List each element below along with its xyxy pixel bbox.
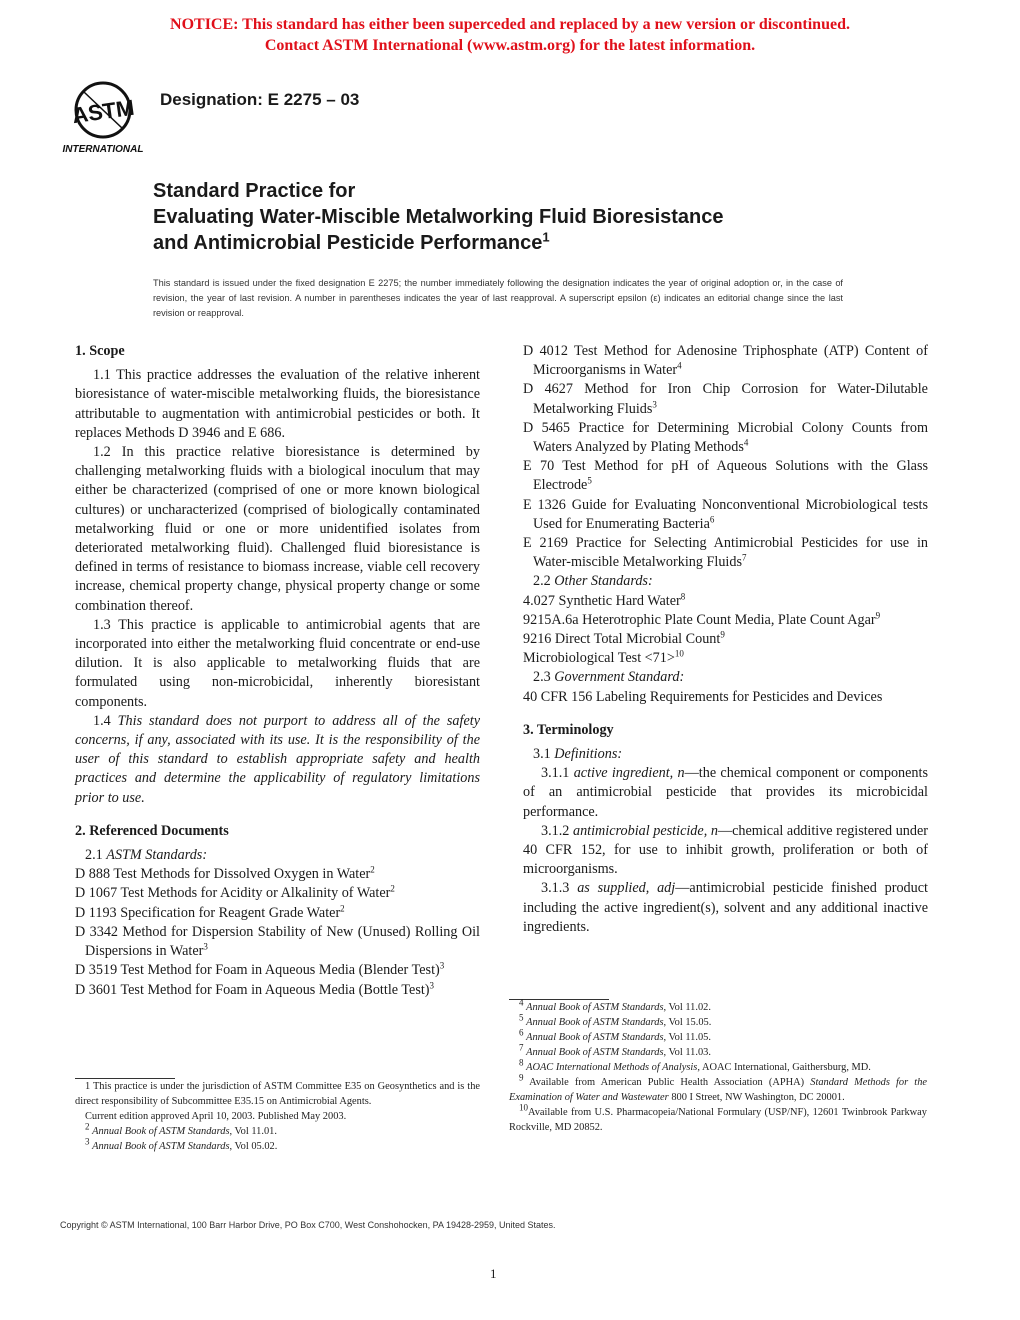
- list-item: Microbiological Test <71>$^{10}$: [523, 648, 684, 667]
- footnote-1b: Current edition approved April 10, 2003. Published May 2003.: [85, 1111, 347, 1122]
- footnotes-right: [509, 999, 927, 1135]
- scope-para-4-num: 1.4: [93, 712, 111, 729]
- terminology-heading: 3. Terminology: [523, 721, 614, 738]
- astm-logo-icon: [58, 80, 148, 156]
- definition-as-supplied: 3.1.3 as supplied, adj—antimicrobial pesticide finished product including the active ingredient(s), solvent and any additional inactive ingredients.: [523, 880, 928, 935]
- right-column: [523, 342, 928, 937]
- footnote-9: $^9$ Available from American Public Health Association (APHA) Standard Methods for the Examination of Water and Wastewater 800 I Street, NW Washington, DC 20001.: [509, 1072, 927, 1103]
- scope-para-2: 1.2 In this practice relative bioresistance is determined by challenging metalworking fluids with a biological inoculum that may either be characterized (comprised of one or more known biological cultures) or uncharacterized (comprised of biologically contaminated metalworking fluid or one or more unidentified isolates from deteriorated metalworking fluid). Challenged fluid bioresistance is defined in terms of resistance to biomass increase, viable cell recovery increase, chemical property change, physical property change or some combination thereof.: [75, 444, 480, 614]
- definition-active-ingredient: 3.1.1 active ingredient, n—the chemical component or components of an antimicrobial pesticide that provides its microbicidal performance.: [523, 765, 928, 820]
- footnote-3: $^3$ Annual Book of ASTM Standards, Vol 05.02.: [85, 1136, 278, 1152]
- astm-standards-label: 2.1 ASTM Standards:: [85, 847, 208, 864]
- definitions-label: 3.1 Definitions:: [533, 746, 623, 763]
- list-item: E 2169 Practice for Selecting Antimicrobial Pesticides for use in Water-miscible Metalworking Fluids$^7$: [523, 535, 928, 571]
- footnote-8: $^8$ AOAC International Methods of Analysis, AOAC International, Gaithersburg, MD.: [519, 1057, 871, 1073]
- other-standards-label: 2.2 Other Standards:: [533, 573, 653, 590]
- logo-mark: ASTM: [70, 94, 136, 129]
- government-standard-label: 2.3 Government Standard:: [533, 669, 685, 686]
- notice-banner: [0, 14, 1020, 56]
- list-item: D 3519 Test Method for Foam in Aqueous Media (Blender Test)$^3$: [75, 960, 445, 979]
- footnote-7: $^7$ Annual Book of ASTM Standards, Vol 11.03.: [519, 1042, 711, 1058]
- footnote-4: $^4$ Annual Book of ASTM Standards, Vol 11.02.: [519, 997, 711, 1013]
- list-item: 4.027 Synthetic Hard Water$^8$: [523, 590, 686, 609]
- referenced-heading: 2. Referenced Documents: [75, 822, 229, 839]
- list-item: E 1326 Guide for Evaluating Nonconventional Microbiological tests Used for Enumerating Bacteria$^6$: [523, 496, 928, 532]
- list-item: D 888 Test Methods for Dissolved Oxygen in Water$^2$: [75, 864, 375, 883]
- astm-list-right: [523, 342, 928, 572]
- list-item: D 3601 Test Method for Foam in Aqueous Media (Bottle Test)$^3$: [75, 979, 435, 998]
- scope-heading: 1. Scope: [75, 343, 125, 359]
- designation: Designation: E 2275 – 03: [160, 90, 360, 109]
- title-line-1: Standard Practice for: [153, 180, 356, 202]
- issued-note: This standard is issued under the fixed designation E 2275; the number immediately following the designation indicates the year of original adoption or, in the case of revision, the year of last revision. A number in parentheses indicates the year of last reapproval. A superscript epsilon (ε) indicates an editorial change since the last revision or reapproval.: [153, 278, 843, 318]
- logo-text: INTERNATIONAL: [62, 144, 144, 155]
- title-line-2: Evaluating Water-Miscible Metalworking Fluid Bioresistance: [153, 206, 724, 228]
- astm-list-left: [75, 865, 480, 999]
- definition-antimicrobial-pesticide: 3.1.2 antimicrobial pesticide, n—chemical additive registered under 40 CFR 152, for use to inhibit growth, proliferation or both of microorganisms.: [523, 822, 929, 878]
- copyright: Copyright © ASTM International, 100 Barr Harbor Drive, PO Box C700, West Conshohocken, PA 19428-2959, United States.: [60, 1220, 556, 1230]
- scope-para-3: 1.3 This practice is applicable to antimicrobial agents that are incorporated into either the metalworking fluid concentrate or end-use dilution. It is also applicable to metalworking fluids that are formulated using non-microbicidal, inherently bioresistant components.: [75, 616, 480, 710]
- list-item: D 5465 Practice for Determining Microbial Colony Counts from Waters Analyzed by Plating Methods$^4$: [523, 419, 928, 456]
- footnote-6: $^6$ Annual Book of ASTM Standards, Vol 11.05.: [519, 1027, 711, 1043]
- notice-line-2: Contact ASTM International (www.astm.org) for the latest information.: [264, 37, 756, 54]
- list-item: D 1193 Specification for Reagent Grade Water$^2$: [75, 902, 345, 921]
- notice-line-1: NOTICE: This standard has either been superceded and replaced by a new version or discontinued.: [170, 16, 850, 33]
- list-item: D 4012 Test Method for Adenosine Triphosphate (ATP) Content of Microorganisms in Water$^4$: [523, 343, 928, 379]
- list-item: D 1067 Test Methods for Acidity or Alkalinity of Water$^2$: [75, 883, 395, 902]
- footnote-2: $^2$ Annual Book of ASTM Standards, Vol 11.01.: [85, 1121, 277, 1137]
- footnote-1: 1 This practice is under the jurisdiction of ASTM Committee E35 on Geosynthetics and is the direct responsibility of Subcommittee E35.15 on Antimicrobial Agents.: [75, 1081, 480, 1107]
- scope-para-1: 1.1 This practice addresses the evaluation of the relative inherent bioresistance of water-miscible metalworking fluids, the bioresistance attributable to augmentation with antimicrobial pesticides or both. It replaces Methods D 3946 and E 686.: [75, 367, 480, 441]
- left-column: [75, 342, 480, 1000]
- title-line-3: and Antimicrobial Pesticide Performance: [153, 232, 543, 254]
- title-footnote-ref: 1: [542, 229, 550, 245]
- page-title: [153, 178, 913, 256]
- footnote-5: $^5$ Annual Book of ASTM Standards, Vol 15.05.: [519, 1012, 712, 1028]
- scope-para-4-text: This standard does not purport to address all of the safety concerns, if any, associated with its use. It is the responsibility of the user of this standard to establish appropriate safety and health practices and determine the applicability of regulatory limitations prior to use.: [75, 712, 480, 806]
- list-item: 9216 Direct Total Microbial Count$^9$: [523, 629, 725, 648]
- list-item: 40 CFR 156 Labeling Requirements for Pesticides and Devices: [523, 688, 883, 705]
- footnotes-left: [75, 1078, 480, 1154]
- page-number: 1: [490, 1266, 497, 1281]
- list-item: D 3342 Method for Dispersion Stability of New (Unused) Rolling Oil Dispersions in Water$^3$: [75, 923, 480, 960]
- footnote-10: $^{10}$Available from U.S. Pharmacopeia/National Formulary (USP/NF), 12601 Twinbrook Parkway Rockville, MD 20852.: [509, 1102, 927, 1133]
- list-item: 9215A.6a Heterotrophic Plate Count Media, Plate Count Agar$^9$: [523, 610, 881, 628]
- scope-para-4: [75, 712, 480, 808]
- list-item: E 70 Test Method for pH of Aqueous Solutions with the Glass Electrode$^5$: [523, 458, 928, 494]
- list-item: D 4627 Method for Iron Chip Corrosion for Water-Dilutable Metalworking Fluids$^3$: [523, 381, 928, 417]
